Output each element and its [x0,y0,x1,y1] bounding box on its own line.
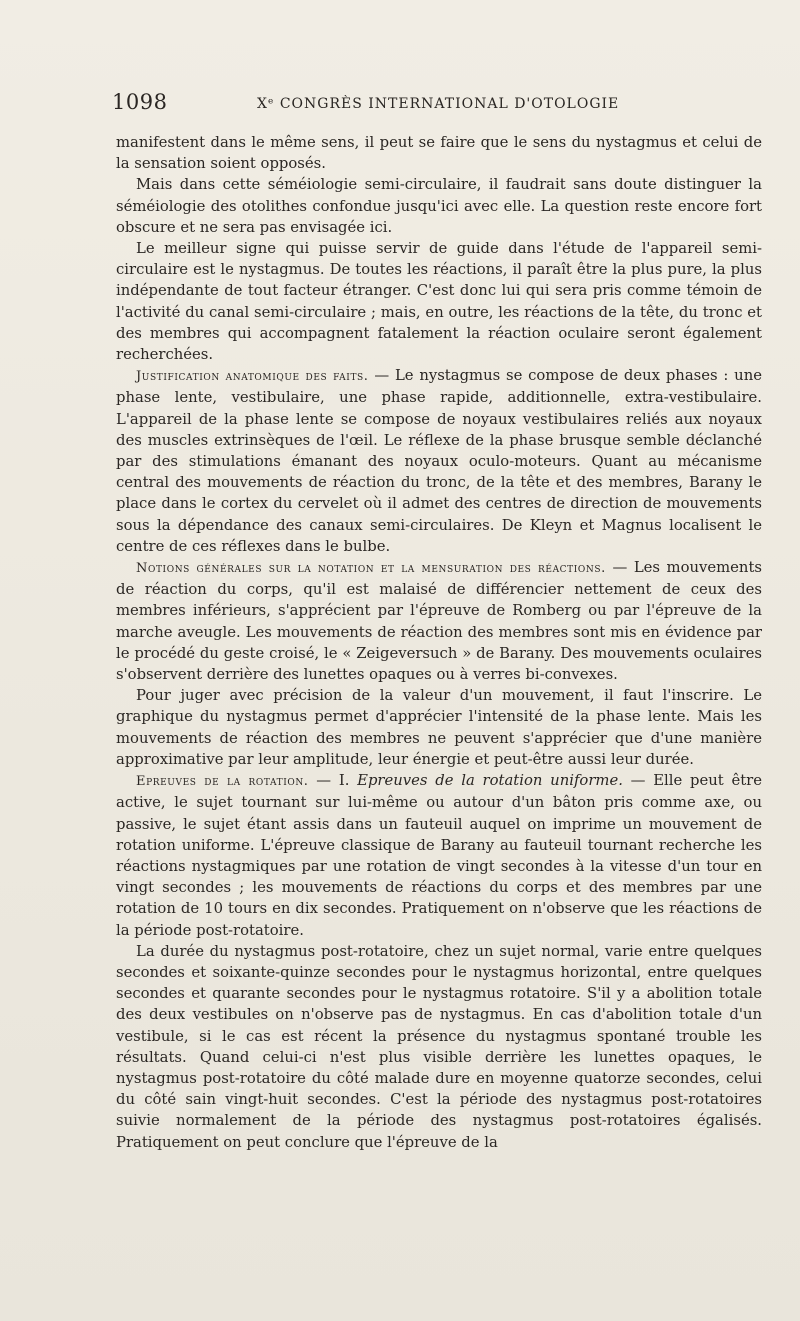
paragraph-5 [116,557,762,685]
paragraph-1: manifestent dans le même sens, il peut se faire que le sens du nystagmus et celui de la sensation soient opposés. [116,134,762,173]
paragraph-8: La durée du nystagmus post-rotatoire, chez un sujet normal, varie entre quelques secondes et soixante-quinze secondes pour le nystagmus horizontal, entre quelques secondes et quarante secondes pour le nystagmus rotatoire. S'il y a abolition totale des deux vestibules on n'observe pas de nystagmus. En cas d'abolition totale d'un vestibule, si le cas est récent la présence du nystagmus spontané trouble les résultats. Quand celui-ci n'est plus visible derrière les lunettes opaques, le nystagmus post-rotatoire du côté malade dure en moyenne quatorze secondes, celui du côté sain vingt-huit secondes. C'est la période des nystagmus post-rotatoires suivie normalement de la période des nystagmus post-rotatoires égalisés. Pratiquement on peut conclure que l'épreuve de la [116,942,762,1151]
running-head: Xᵉ CONGRÈS INTERNATIONAL D'OTOLOGIE [257,96,620,112]
paragraph-7 [116,770,762,941]
subheading-rotation-uniforme: Epreuves de la rotation uniforme. [357,772,623,790]
paragraph-4 [116,365,762,557]
paragraph-3: Le meilleur signe qui puisse servir de guide dans l'étude de l'appareil semi-circulaire est le nystagmus. De toutes les réactions, il paraît être la plus pure, la plus indépendante de tout facteur étranger. C'est donc lui qui sera pris comme témoin de l'activité du canal semi-circulaire ; mais, en outre, les réactions de la tête, du tronc et des membres qui accompagnent fatalement la réaction oculaire seront également recherchées. [116,240,762,364]
paragraph-7-num: — I. [308,772,358,790]
section-heading-epreuves: Epreuves de la rotation. [136,774,309,790]
paragraph-6: Pour juger avec précision de la valeur d'un mouvement, il faut l'inscrire. Le graphique du nystagmus permet d'apprécier l'intensité de la phase lente. Mais les mouvements de réaction des membres ne peuvent s'apprécier que d'une manière approximative par leur amplitude, leur énergie et peut-être aussi leur durée. [116,687,762,768]
paragraph-4-text: — Le nystagmus se compose de deux phases : une phase lente, vestibulaire, une phase rapide, additionnelle, extra-vestibulaire. L'appareil de la phase lente se compose de noyaux vestibulaires reliés aux noyaux des muscles extrinsèques de l'œil. Le réflexe de la phase brusque semble déclanché par des stimulations émanant des noyaux oculo-moteurs. Quant au mécanisme central des mouvements de réaction du tronc, de la tête et des membres, Barany le place dans le cortex du cervelet où il admet des centres de direction de mouvements sous la dépendance des canaux semi-circulaires. De Kleyn et Magnus localisent le centre de ces réflexes dans le bulbe. [116,367,762,555]
page-number: 1098 [112,90,168,114]
paragraph-7-text: — Elle peut être active, le sujet tournant sur lui-même ou autour d'un bâton pris comme axe, ou passive, le sujet étant assis dans un fauteuil auquel on imprime un mouvement de rotation uniforme. L'épreuve classique de Barany au fauteuil tournant recherche les réactions nystagmiques par une rotation de vingt secondes à la vitesse d'un tour en vingt secondes ; les mouvements de réactions du corps et des membres par une rotation de 10 tours en dix secondes. Pratiquement on n'observe que les réactions de la période post-rotatoire. [116,772,762,939]
page-header [112,90,752,118]
section-heading-notions: Notions générales sur la notation et la mensuration des réactions. [136,561,606,577]
section-heading-justification: Justification anatomique des faits. [136,369,369,385]
body-text [116,132,762,1153]
paragraph-5-text: — Les mouvements de réaction du corps, qu'il est malaisé de différencier nettement de ceux des membres inférieurs, s'apprécient par l'épreuve de Romberg ou par l'épreuve de la marche aveugle. Les mouvements de réaction des membres sont mis en évidence par le procédé du geste croisé, le « Zeigeversuch » de Barany. Des mouvements oculaires s'observent derrière des lunettes opaques ou à verres bi-convexes. [116,559,762,684]
paragraph-2: Mais dans cette séméiologie semi-circulaire, il faudrait sans doute distinguer la séméiologie des otolithes confondue jusqu'ici avec elle. La question reste encore fort obscure et ne sera pas envisagée ici. [116,176,762,236]
